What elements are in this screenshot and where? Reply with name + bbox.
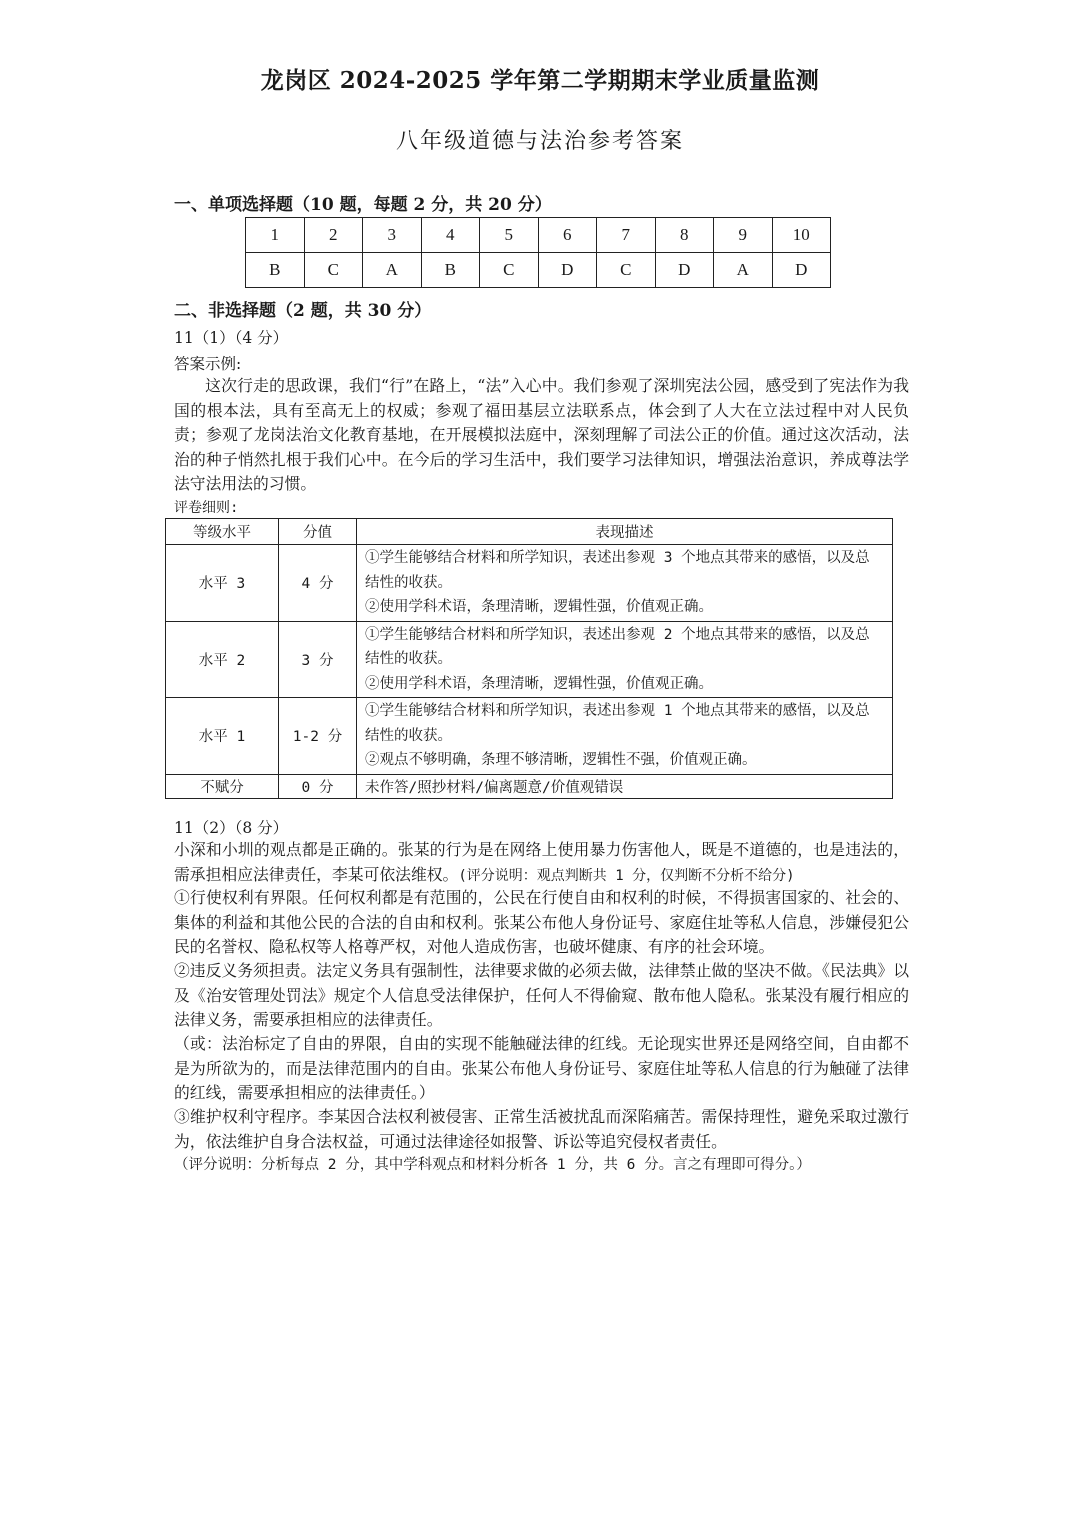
answer-letter: D xyxy=(772,253,831,288)
rubric-description: 未作答/照抄材料/偏离题意/价值观错误 xyxy=(357,774,893,798)
rubric-description xyxy=(357,545,893,622)
rubric-point: ①学生能够结合材料和所学知识，表述出参观 3 个地点其带来的感悟，以及总结性的收获。 xyxy=(365,550,870,591)
q11-2-point-1: ①行使权利有界限。任何权利都是有范围的，公民在行使自由和权利的时候，不得损害国家的、社会的、集体的利益和其他公民的合法的自由和权利。张某公布他人身份证号、家庭住址等私人信息，涉嫌侵犯公民的名誉权、隐私权等人格尊严权，对他人造成伤害，也破坏健康、有序的社会环境。 xyxy=(174,888,909,956)
rubric-row xyxy=(166,774,893,798)
q11-2-intro-text: 小深和小圳的观点都是正确的。张某的行为是在网络上使用暴力伤害他人，既是不道德的，也是违法的，需承担相应法律责任，李某可依法维权。 xyxy=(174,840,909,884)
example-answer xyxy=(174,374,909,497)
rubric-point: ②使用学科术语，条理清晰，逻辑性强，价值观正确。 xyxy=(365,599,713,615)
question-number: 5 xyxy=(480,218,539,253)
question-number: 2 xyxy=(304,218,363,253)
rubric-row xyxy=(166,698,893,775)
rubric-description xyxy=(357,621,893,698)
question-number: 1 xyxy=(246,218,305,253)
document-title: 龙岗区 2024-2025 学年第二学期期末学业质量监测 xyxy=(260,67,820,94)
rubric-header-row xyxy=(166,519,893,545)
rubric-point: ②使用学科术语，条理清晰，逻辑性强，价值观正确。 xyxy=(365,675,713,692)
answer-letter: C xyxy=(597,253,656,288)
question-number: 8 xyxy=(655,218,714,253)
q11-2-intro xyxy=(174,838,909,888)
answer-letter: C xyxy=(480,253,539,288)
rubric-point: ②观点不够明确，条理不够清晰，逻辑性不强，价值观正确。 xyxy=(365,752,757,768)
answer-letter: D xyxy=(655,253,714,288)
rubric-level: 水平 1 xyxy=(166,698,279,775)
q11-2-label: 11（2）（8 分） xyxy=(174,819,289,837)
rubric-level: 水平 3 xyxy=(166,545,279,622)
question-number: 3 xyxy=(363,218,422,253)
answer-letter: B xyxy=(421,253,480,288)
answer-letter: A xyxy=(714,253,773,288)
rubric-score: 1-2 分 xyxy=(279,698,357,775)
rubric-score: 3 分 xyxy=(279,621,357,698)
rubric-row xyxy=(166,621,893,698)
question-number: 7 xyxy=(597,218,656,253)
q11-2-intro-note: (评分说明：观点判断共 1 分，仅判断不分析不给分) xyxy=(458,867,795,884)
rubric-header-score: 分值 xyxy=(279,519,357,545)
document-subtitle: 八年级道德与法治参考答案 xyxy=(395,129,684,154)
section-2-heading: 二、非选择题（2 题，共 30 分） xyxy=(174,301,432,321)
q11-1-label: 11（1）（4 分） xyxy=(174,329,289,347)
answer-letter: B xyxy=(246,253,305,288)
rubric-level: 水平 2 xyxy=(166,621,279,698)
rubric-header-level: 等级水平 xyxy=(166,519,279,545)
rubric-score: 0 分 xyxy=(279,774,357,798)
rubric-table xyxy=(165,518,893,799)
rubric-point: ①学生能够结合材料和所学知识，表述出参观 1 个地点其带来的感悟，以及总结性的收获。 xyxy=(365,703,870,744)
answer-letter: C xyxy=(304,253,363,288)
answer-letter: D xyxy=(538,253,597,288)
q11-2-alternative: （或：法治标定了自由的界限，自由的实现不能触碰法律的红线。无论现实世界还是网络空间，自由都不是为所欲为的，而是法律范围内的自由。张某公布他人身份证号、家庭住址等私人信息的行为触碰了法律的红线，需要承担相应的法律责任。） xyxy=(174,1034,909,1102)
example-label: 答案示例: xyxy=(174,355,242,373)
rubric-level: 不赋分 xyxy=(166,774,279,798)
question-number: 4 xyxy=(421,218,480,253)
question-number-row xyxy=(246,218,831,253)
choice-answer-table xyxy=(245,217,831,288)
answer-letter-row xyxy=(246,253,831,288)
question-number: 9 xyxy=(714,218,773,253)
question-number: 6 xyxy=(538,218,597,253)
rubric-header-description: 表现描述 xyxy=(357,519,893,545)
rubric-row xyxy=(166,545,893,622)
rubric-description xyxy=(357,698,893,775)
section-1-heading: 一、单项选择题（10 题，每题 2 分，共 20 分） xyxy=(174,195,552,215)
q11-2-point-2: ②违反义务须担责。法定义务具有强制性，法律要求做的必须去做，法律禁止做的坚决不做。《民法典》以及《治安管理处罚法》规定个人信息受法律保护，任何人不得偷窥、散布他人隐私。张某没有履行相应的法律义务，需要承担相应的法律责任。 xyxy=(174,961,909,1029)
answer-letter: A xyxy=(363,253,422,288)
q11-2-point-3: ③维护权利守程序。李某因合法权利被侵害、正常生活被扰乱而深陷痛苦。需保持理性，避免采取过激行为，依法维护自身合法权益，可通过法律途径如报警、诉讼等追究侵权者责任。 xyxy=(174,1107,909,1151)
question-number: 10 xyxy=(772,218,831,253)
example-answer-text: 这次行走的思政课，我们“行”在路上，“法”入心中。我们参观了深圳宪法公园，感受到了宪法作为我国的根本法，具有至高无上的权威；参观了福田基层立法联系点，体会到了人大在立法过程中对人民负责；参观了龙岗法治文化教育基地，在开展模拟法庭中，深刻理解了司法公正的价值。通过这次活动，法治的种子悄然扎根于我们心中。在今后的学习生活中，我们要学习法律知识，增强法治意识，养成尊法学法守法用法的习惯。 xyxy=(174,376,909,493)
rubric-label: 评卷细则: xyxy=(174,500,239,516)
q11-2-scoring-note: （评分说明：分析每点 2 分，其中学科观点和材料分析各 1 分，共 6 分。言之有理即可得分。） xyxy=(174,1157,811,1173)
rubric-point: ①学生能够结合材料和所学知识，表述出参观 2 个地点其带来的感悟，以及总结性的收获。 xyxy=(365,626,870,667)
rubric-score: 4 分 xyxy=(279,545,357,622)
